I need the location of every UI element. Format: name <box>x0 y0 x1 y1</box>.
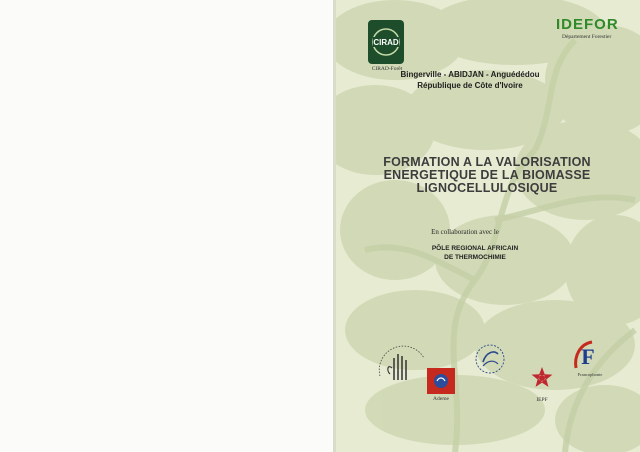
collaboration-text: En collaboration avec le <box>431 228 499 236</box>
francophonie-logo <box>570 338 606 376</box>
pole-line-1: PÔLE REGIONAL AFRICAIN <box>431 245 519 252</box>
title-line-1: FORMATION A LA VALORISATION <box>383 155 591 169</box>
ademe-logo <box>427 368 455 394</box>
place-line-2: République de Côte d'Ivoire <box>417 81 523 90</box>
place-line-1: Bingerville - ABIDJAN - Anguédédou <box>400 70 540 79</box>
idefor-label: Département Forestier <box>562 34 612 40</box>
title-line-2: ENERGETIQUE DE LA BIOMASSE <box>383 168 591 182</box>
pole-line-2: DE THERMOCHIMIE <box>444 254 506 261</box>
iepf-logo <box>530 365 554 393</box>
title-line-3: LIGNOCELLULOSIQUE <box>416 181 558 195</box>
francophonie-label: Francophonie <box>577 372 603 377</box>
cirad-logo <box>366 18 406 66</box>
cirad-label: CIRAD-Forêt <box>371 66 403 72</box>
svg-text:F: F <box>581 344 595 369</box>
iepf-label: IEPF <box>536 397 548 403</box>
idefor-logo: IDEFOR <box>556 16 619 33</box>
page-fold <box>333 0 336 452</box>
cirad-logo-text: CIRAD <box>373 38 399 47</box>
hand-circle-logo <box>372 340 434 386</box>
circular-network-logo <box>470 340 510 378</box>
ademe-label: Ademe <box>433 396 449 402</box>
document-title <box>352 156 622 195</box>
